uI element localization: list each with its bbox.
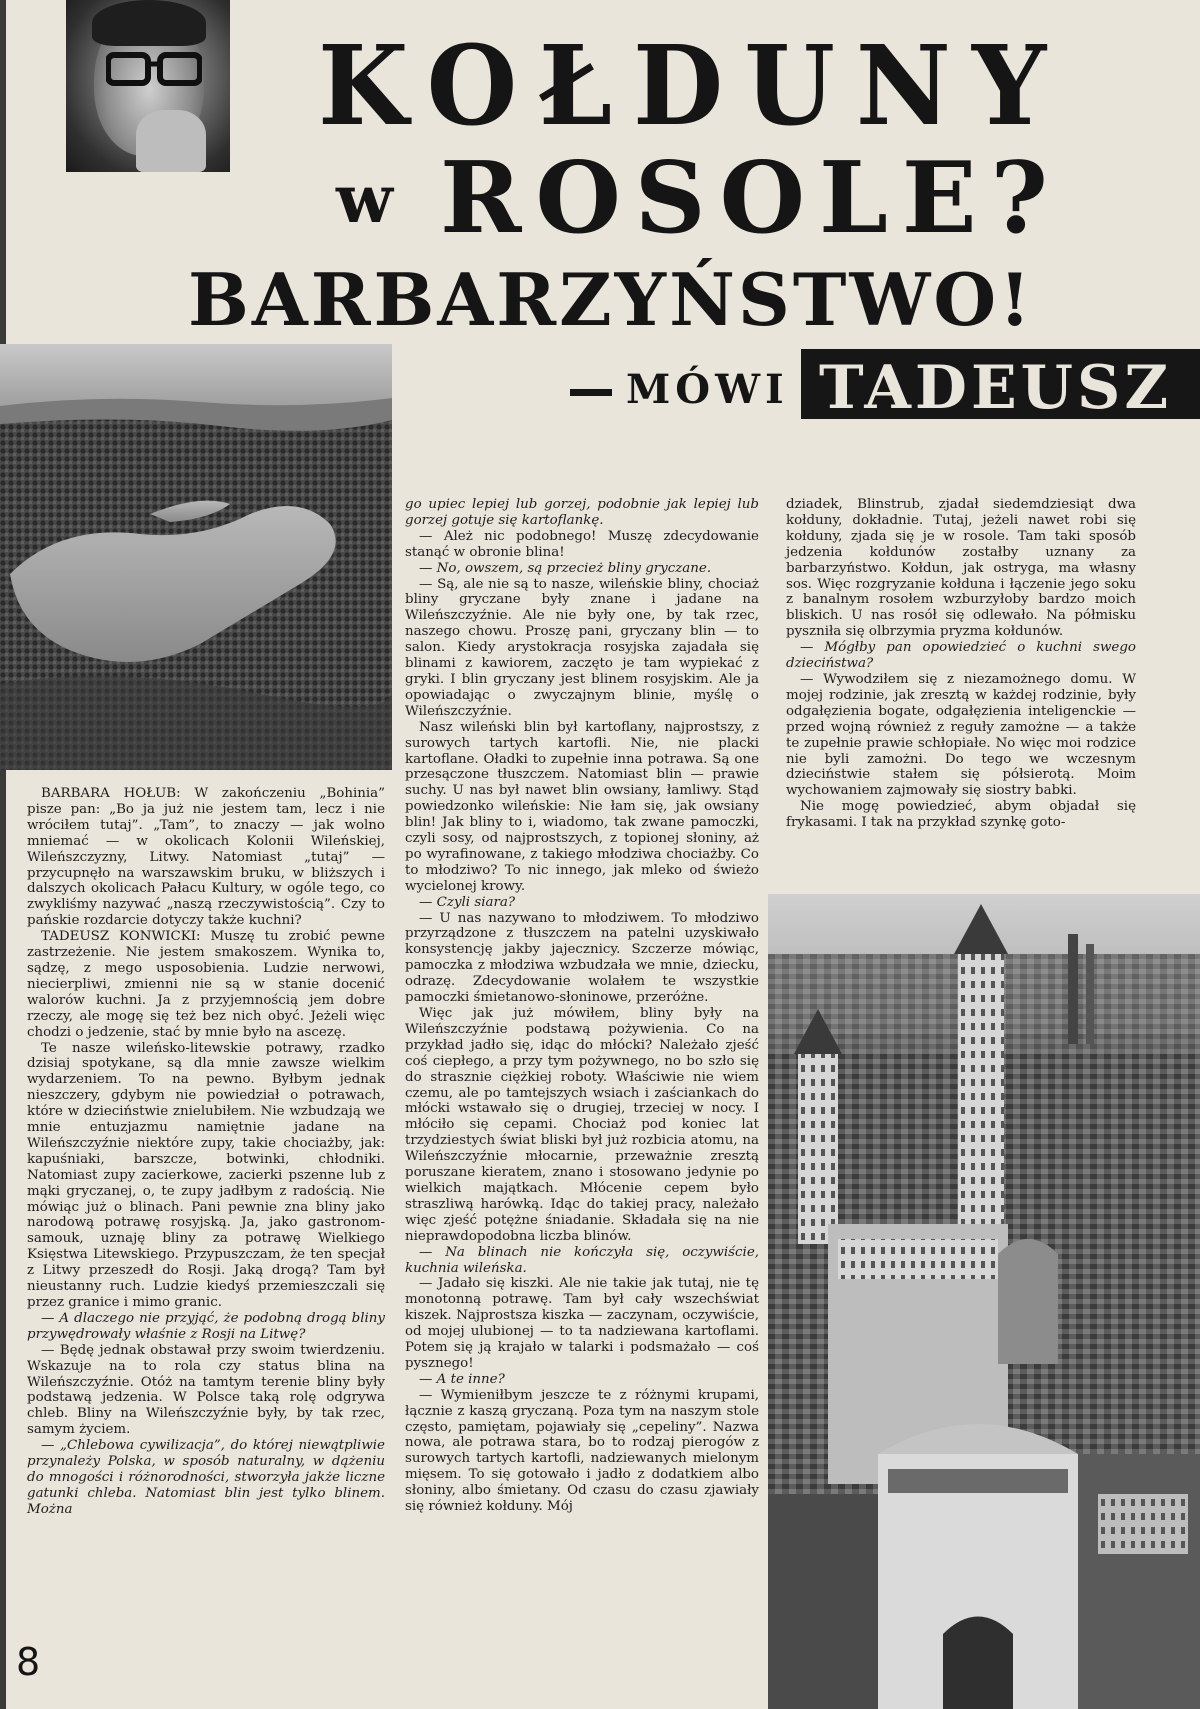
paragraph: — A te inne? (419, 1371, 505, 1387)
paragraph: TADEUSZ KONWICKI: Muszę tu zrobić pewne zastrzeżenie. Nie jestem smakoszem. Wynika to, sądzę, z mego usposobienia. Ludzie nerwowi, niecierpliwi, zmienni nie są w stanie docenić walorów kuchni. Ja z przyjemnością jem dobre rzeczy, ale mogę się też bez nich obyć. Jeżeli więc chodzi o jedzenie, stać by mnie było na ascezę. (27, 929, 385, 1040)
paragraph: — Ależ nic podobnego! Muszę zdecydowanie stanąć w obronie blina! (405, 528, 759, 560)
paragraph: — U nas nazywano to młodziwem. To młodziwo przyrządzone z tłuszczem na patelni uzyskiwało konsystencję jakby jajecznicy. Szczerze mówiąc, pamoczka z młodziwa wzbudzała we mnie, dziecku, odrazę. Zdecydowanie wolałem te wszystkie pamoczki śmietanowo-słoninowe, przeróżne. (405, 910, 759, 1006)
author-portrait-photo (66, 0, 230, 172)
paragraph: — A dlaczego nie przyjąć, że podobną drogą bliny przywędrowały właśnie z Rosji na Litwę? (27, 1310, 385, 1342)
article-column-2 (405, 497, 759, 1515)
paragraph: go upiec lepiej lub gorzej, podobnie jak lepiej lub gorzej gotuje się kartoflankę. (405, 497, 759, 528)
headline-line-2: ROSOLE? (440, 141, 1062, 256)
portrait-hand (136, 110, 206, 172)
lake-forest-illustration (0, 344, 392, 770)
paragraph: — Jadało się kiszki. Ale nie takie jak tutaj, nie tę monotonną potrawę. Tam był cały wszechświat kiszek. Najprostsza kiszka — zaczynam, oczywiście, od mojej ulubionej — to ta nadziewana kartoflami. Potem się ją krajało w talarki i podsmażało — coś pysznego! (405, 1276, 759, 1371)
speaker-name-banner (801, 349, 1200, 419)
paragraph: — No, owszem, są przecież bliny gryczane. (419, 560, 712, 576)
paragraph: — Czyli siara? (419, 894, 516, 910)
paragraph: Więc jak już mówiłem, bliny były na Wileńszczyźnie podstawą pożywienia. Co na przykład jadło się, idąc do młócki? Należało zjeść coś ciepłego, a przy tym pożywnego, no bo szło się do strasznie ciężkiej roboty. Właściwie nie wiem czemu, ale po tamtejszych wsiach i zaściankach do młócki wstawało się o drugiej, trzeciej w nocy. I młóciło się cepami. Chociaż pod koniec lat trzydziestych świat bliski był już rozbicia atomu, na Wileńszczyźnie młocarnie, przeważnie zresztą poruszane kieratem, znano i stosowano jedynie po wielkich majątkach. Młócenie cepem było straszliwą harówką. Idąc do takiej pracy, należało więc zjeść potężne śniadanie. Składała się na nie nieprawdopodobna liczba blinów. (405, 1006, 759, 1244)
article-column-1 (27, 786, 385, 1518)
portrait-glasses (106, 52, 202, 86)
page-number: 8 (16, 1640, 41, 1684)
headline-line-1: KOŁDUNY (318, 20, 1068, 151)
paragraph: Nasz wileński blin był kartoflany, najprostszy, z surowych tartych kartofli. Nie, nie placki kartoflane. Oładki to zupełnie inna potrawa. Są one przesączone tłuszczem. Natomiast blin — prawie suchy. U nas był nawet blin owsiany, łamliwy. Stąd powiedzonko wileńskie: Nie łam się, jak owsiany blin! Jak bliny to i, wiadomo, tak zwane pamoczki, czyli sosy, od najprostszych, z topionej słoniny, aż po wyrafinowane, z takiego młodziwa chociażby. Co to młodziwo? To nic innego, jak mleko od świeżo wycielonej krowy. (405, 719, 759, 894)
article-column-3 (786, 497, 1136, 831)
paragraph: — Mógłby pan opowiedzieć o kuchni swego dzieciństwa? (786, 640, 1136, 672)
paragraph: — Na blinach nie kończyła się, oczywiście, kuchnia wileńska. (405, 1244, 759, 1276)
paragraph: BARBARA HOŁUB: W zakończeniu „Bohinia” pisze pan: „Bo ja już nie jestem tam, lecz i nie wróciłem tutaj”. „Tam”, to znaczy — jak wolno mniemać — w okolicach Kolonii Wileńskiej, Wileńszczyzny, Litwy. Natomiast „tutaj” — przycupnęło na warszawskim bruku, w bliższych i dalszych okolicach Pałacu Kultury, w ogóle tego, co zwykliśmy nazywać „naszą rzeczywistością”. Czy to pańskie rozdarcie dotyczy także kuchni? (27, 786, 385, 929)
paragraph: Te nasze wileńsko-litewskie potrawy, rzadko dzisiaj spotykane, są dla mnie zawsze wielkim wydarzeniem. To na pewno. Byłbym jednak nieszczery, gdybym nie powiedział o potrawach, które w dzieciństwie znielubiłem. Nie wzbudzają we mnie entuzjazmu namiętnie jadane na Wileńszczyźnie niektóre zupy, takie chociażby, jak: kapuśniaki, barszcze, botwinki, chłodniki. Natomiast zupy zacierkowe, zacierki pszenne lub z mąki gryczanej, o, te zupy jadłbym z radością. Nie mówiąc już o blinach. Pani pewnie zna bliny jako narodową potrawę rosyjską. Ja, jako gastronom-samouk, uznaję bliny za potrawę Wielkiego Księstwa Litewskiego. Przypuszczam, że ten specjał z Litwy przeszedł do Rosji. Jaką drogą? Tam był nieustanny ruch. Ludzie kiedyś przemieszczali się przez granice i mimo granic. (27, 1040, 385, 1310)
speaker-dash (570, 389, 612, 396)
page-binding-edge (0, 0, 6, 1709)
paragraph: Nie mogę powiedzieć, abym objadał się frykasami. I tak na przykład szynkę goto- (786, 799, 1136, 831)
headline-line-2-prefix: w (336, 160, 393, 238)
paragraph: — Będę jednak obstawał przy swoim twierdzeniu. Wskazuje na to rola czy status blina na Wileńszczyźnie. Otóż na tamtym terenie bliny były podstawą jedzenia. W Polsce taką rolę odgrywa chleb. Bliny na Wileńszczyźnie były, by tak rzec, samym życiem. (27, 1342, 385, 1438)
paragraph: — Są, ale nie są to nasze, wileńskie bliny, chociaż bliny gryczane były znane i jadane na Wileńszczyźnie. Ale nie były one, by tak rzec, naszego chowu. Proszę pani, gryczany blin — to salon. Kiedy arystokracja rosyjska zajadała się blinami z kawiorem, zaczęto je tam wypiekać z gryki. I blin gryczany jest blinem rosyjskim. Ale ja opowiadając o zwyczajnym blinie, myślę o Wileńszczyźnie. (405, 576, 759, 719)
vilnius-old-town-photo (768, 894, 1200, 1709)
lake-forest-aerial-photo (0, 344, 392, 770)
paragraph: — Wywodziłem się z niezamożnego domu. W mojej rodzinie, jak zresztą w każdej rodzinie, były odgałęzienia bogate, odgałęzienia inteligenckie — przed wojną również z reguły zamożne — a także te zupełnie prawie schłopiałe. No więc moi rodzice nie byli zamożni. Do tego we wczesnym dzieciństwie stałem się półsierotą. Moim wychowaniem zajmowały się siostry babki. (786, 671, 1136, 799)
portrait-hair (92, 0, 206, 46)
speaker-name: TADEUSZ (819, 353, 1173, 419)
headline-line-3: BARBARZYŃSTWO! (188, 257, 1034, 342)
speaker-prefix: MÓWI (626, 366, 789, 413)
paragraph: dziadek, Blinstrub, zjadał siedemdziesiąt dwa kołduny, dokładnie. Tutaj, jeżeli nawet robi się kołduny, zjada się je w rosole. Tam taki sposób jedzenia kołdunów zostałby uznany za barbarzyństwo. Kołdun, jak ostryga, ma własny sos. Więc rozgryzanie kołduna i łączenie jego soku z banalnym rosołem wzburzyłoby bardzo moich bliskich. U nas rosół się odlewało. Na półmisku pyszniła się olbrzymia pryzma kołdunów. (786, 497, 1136, 640)
paragraph: — Wymieniłbym jeszcze te z różnymi krupami, łącznie z kaszą gryczaną. Poza tym na naszym stole często, pamiętam, pojawiały się „cepeliny”. Nazwa nowa, ale potrawa stara, bo to rodzaj pierogów z surowych tartych kartofli, nadziewanych mielonym mięsem. To się gotowało i jadło z dodatkiem albo słoniny, albo śmietany. Od czasu do czasu zjawiały się również kołduny. Mój (405, 1387, 759, 1515)
city-illustration (768, 894, 1200, 1709)
paragraph: — „Chlebowa cywilizacja”, do której niewątpliwie przynależy Polska, w sposób naturalny, w dążeniu do mnogości i różnorodności, stworzyła jakże liczne gatunki chleba. Natomiast blin jest tylko blinem. Można (27, 1438, 385, 1517)
